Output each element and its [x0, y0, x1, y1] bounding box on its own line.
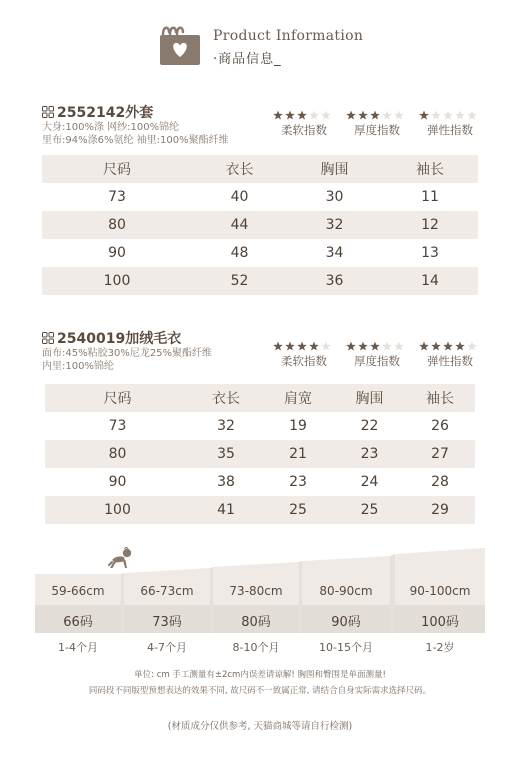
table-cell: 100	[45, 496, 190, 524]
star-empty-icon	[467, 111, 477, 120]
star-empty-icon	[382, 111, 392, 120]
star-empty-icon	[467, 342, 477, 351]
table-cell: 28	[431, 474, 449, 490]
table-cell: 21	[262, 440, 334, 468]
star-filled-icon	[419, 111, 429, 120]
table-row	[42, 239, 478, 267]
product-2-title	[42, 328, 181, 348]
star-filled-icon	[297, 111, 307, 120]
table-row	[42, 183, 478, 211]
table-cell: 24	[360, 474, 379, 490]
rating-softness	[272, 110, 336, 138]
table-row	[45, 440, 475, 468]
fit-note: 同码段不同版型预想表达的效果不同, 故尺码不一致属正常, 请结合自身实际需求选择尺码。	[88, 686, 432, 696]
column-header: 衣长	[190, 384, 262, 412]
rating-label: 弹性指数	[427, 354, 473, 368]
rating-thickness	[345, 110, 409, 138]
star-filled-icon	[273, 111, 283, 120]
table-header-row	[42, 155, 478, 183]
rating-label: 柔软指数	[281, 354, 327, 368]
table-row	[45, 468, 475, 496]
product-title-text: 2552142外套	[57, 105, 154, 121]
star-empty-icon	[431, 111, 441, 120]
table-cell: 90	[108, 245, 126, 261]
size-label: 73码	[152, 615, 182, 630]
column-header: 衣长	[192, 155, 287, 183]
table-header-row	[45, 384, 475, 412]
material-line: 内里:100%锦纶	[42, 361, 114, 372]
measurement-note: 单位: cm 手工测量有±2cm内误差请谅解! 胸围和臀围是单面测量!	[134, 670, 386, 680]
size-label: 66码	[63, 615, 93, 630]
rating-label: 柔软指数	[281, 123, 327, 137]
star-filled-icon	[370, 111, 380, 120]
table-cell: 19	[289, 418, 307, 434]
table-cell: 25	[334, 496, 405, 524]
table-cell: 52	[192, 267, 287, 295]
rating-elasticity	[418, 110, 482, 138]
table-cell: 23	[334, 440, 405, 468]
table-cell: 90	[108, 474, 127, 490]
star-filled-icon	[455, 342, 465, 351]
table-cell: 30	[325, 189, 344, 205]
star-empty-icon	[321, 342, 331, 351]
table-cell: 13	[421, 245, 439, 261]
rating-thickness	[345, 341, 409, 369]
column-header: 胸围	[334, 384, 405, 412]
star-filled-icon	[346, 111, 356, 120]
star-empty-icon	[443, 111, 453, 120]
product-title-text: 2540019加绒毛衣	[57, 331, 182, 347]
star-filled-icon	[443, 342, 453, 351]
rating-label: 厚度指数	[354, 354, 400, 368]
material-line: 里布:94%涤6%氨纶 袖里:100%聚酯纤维	[42, 135, 229, 146]
grid-icon	[42, 106, 54, 118]
table-cell: 25	[262, 496, 334, 524]
star-empty-icon	[455, 111, 465, 120]
rating-label: 厚度指数	[354, 123, 400, 137]
table-cell: 38	[217, 474, 235, 490]
table-cell: 12	[382, 211, 478, 239]
star-filled-icon	[309, 342, 319, 351]
table-cell: 40	[230, 189, 249, 205]
age-range: 1-4个月	[58, 641, 98, 654]
star-filled-icon	[431, 342, 441, 351]
table-row	[45, 412, 475, 440]
star-filled-icon	[285, 342, 295, 351]
table-cell: 80	[45, 440, 190, 468]
header-title-cn: ·商品信息_	[213, 52, 282, 67]
height-range: 66-73cm	[140, 584, 194, 598]
column-header: 尺码	[45, 384, 190, 412]
height-range: 59-66cm	[51, 584, 105, 598]
rating-label: 弹性指数	[427, 123, 473, 137]
material-line: 面布:45%粘胶30%尼龙25%聚酯纤维	[42, 348, 213, 359]
table-row	[42, 267, 478, 295]
table-cell: 41	[190, 496, 262, 524]
column-header: 胸围	[287, 155, 382, 183]
size-label: 90码	[331, 615, 361, 630]
height-range: 80-90cm	[319, 584, 373, 598]
shopping-bag-heart-icon	[157, 22, 203, 66]
star-filled-icon	[419, 342, 429, 351]
material-disclaimer: (材质成分仅供参考, 天猫商城等请自行检测)	[167, 721, 353, 732]
column-header: 尺码	[42, 155, 192, 183]
age-range: 1-2岁	[425, 641, 455, 654]
age-range: 4-7个月	[147, 641, 187, 654]
age-range: 10-15个月	[319, 641, 373, 654]
star-filled-icon	[273, 342, 283, 351]
size-label: 100码	[421, 615, 459, 630]
table-row	[42, 211, 478, 239]
table-cell: 100	[42, 267, 192, 295]
table-cell: 23	[289, 474, 307, 490]
star-empty-icon	[394, 342, 404, 351]
table-cell: 44	[192, 211, 287, 239]
age-range: 8-10个月	[232, 641, 280, 654]
table-cell: 80	[42, 211, 192, 239]
star-rating-icon	[272, 110, 332, 121]
table-cell: 73	[108, 189, 126, 205]
material-line: 大身:100%涤 网纱:100%锦纶	[42, 122, 180, 133]
star-rating-icon	[345, 110, 405, 121]
table-cell: 32	[287, 211, 382, 239]
table-cell: 14	[382, 267, 478, 295]
table-cell: 34	[325, 245, 344, 261]
rating-softness	[272, 341, 336, 369]
table-cell: 36	[287, 267, 382, 295]
table-cell: 27	[405, 440, 475, 468]
table-cell: 26	[431, 418, 449, 434]
column-header: 袖长	[405, 384, 475, 412]
grid-icon	[42, 332, 54, 344]
star-empty-icon	[321, 111, 331, 120]
size-table-1	[42, 155, 478, 295]
rating-elasticity	[418, 341, 482, 369]
star-rating-icon	[418, 110, 478, 121]
table-cell: 22	[360, 418, 379, 434]
height-range: 73-80cm	[229, 584, 283, 598]
column-header: 肩宽	[262, 384, 334, 412]
column-header: 袖长	[382, 155, 478, 183]
product-1-title	[42, 102, 153, 122]
table-row	[45, 496, 475, 524]
table-cell: 48	[230, 245, 249, 261]
star-filled-icon	[346, 342, 356, 351]
size-label: 80码	[241, 615, 271, 630]
table-cell: 11	[421, 189, 439, 205]
table-cell: 35	[190, 440, 262, 468]
table-cell: 73	[108, 418, 127, 434]
star-filled-icon	[297, 342, 307, 351]
star-filled-icon	[358, 342, 368, 351]
table-cell: 29	[405, 496, 475, 524]
star-filled-icon	[285, 111, 295, 120]
star-empty-icon	[394, 111, 404, 120]
star-rating-icon	[418, 341, 478, 352]
star-filled-icon	[370, 342, 380, 351]
star-filled-icon	[358, 111, 368, 120]
star-rating-icon	[345, 341, 405, 352]
star-empty-icon	[309, 111, 319, 120]
header-title-en: Product Information	[213, 28, 364, 44]
table-cell: 32	[217, 418, 235, 434]
height-range: 90-100cm	[409, 584, 471, 598]
star-empty-icon	[382, 342, 392, 351]
star-rating-icon	[272, 341, 332, 352]
size-table-2	[45, 384, 475, 524]
